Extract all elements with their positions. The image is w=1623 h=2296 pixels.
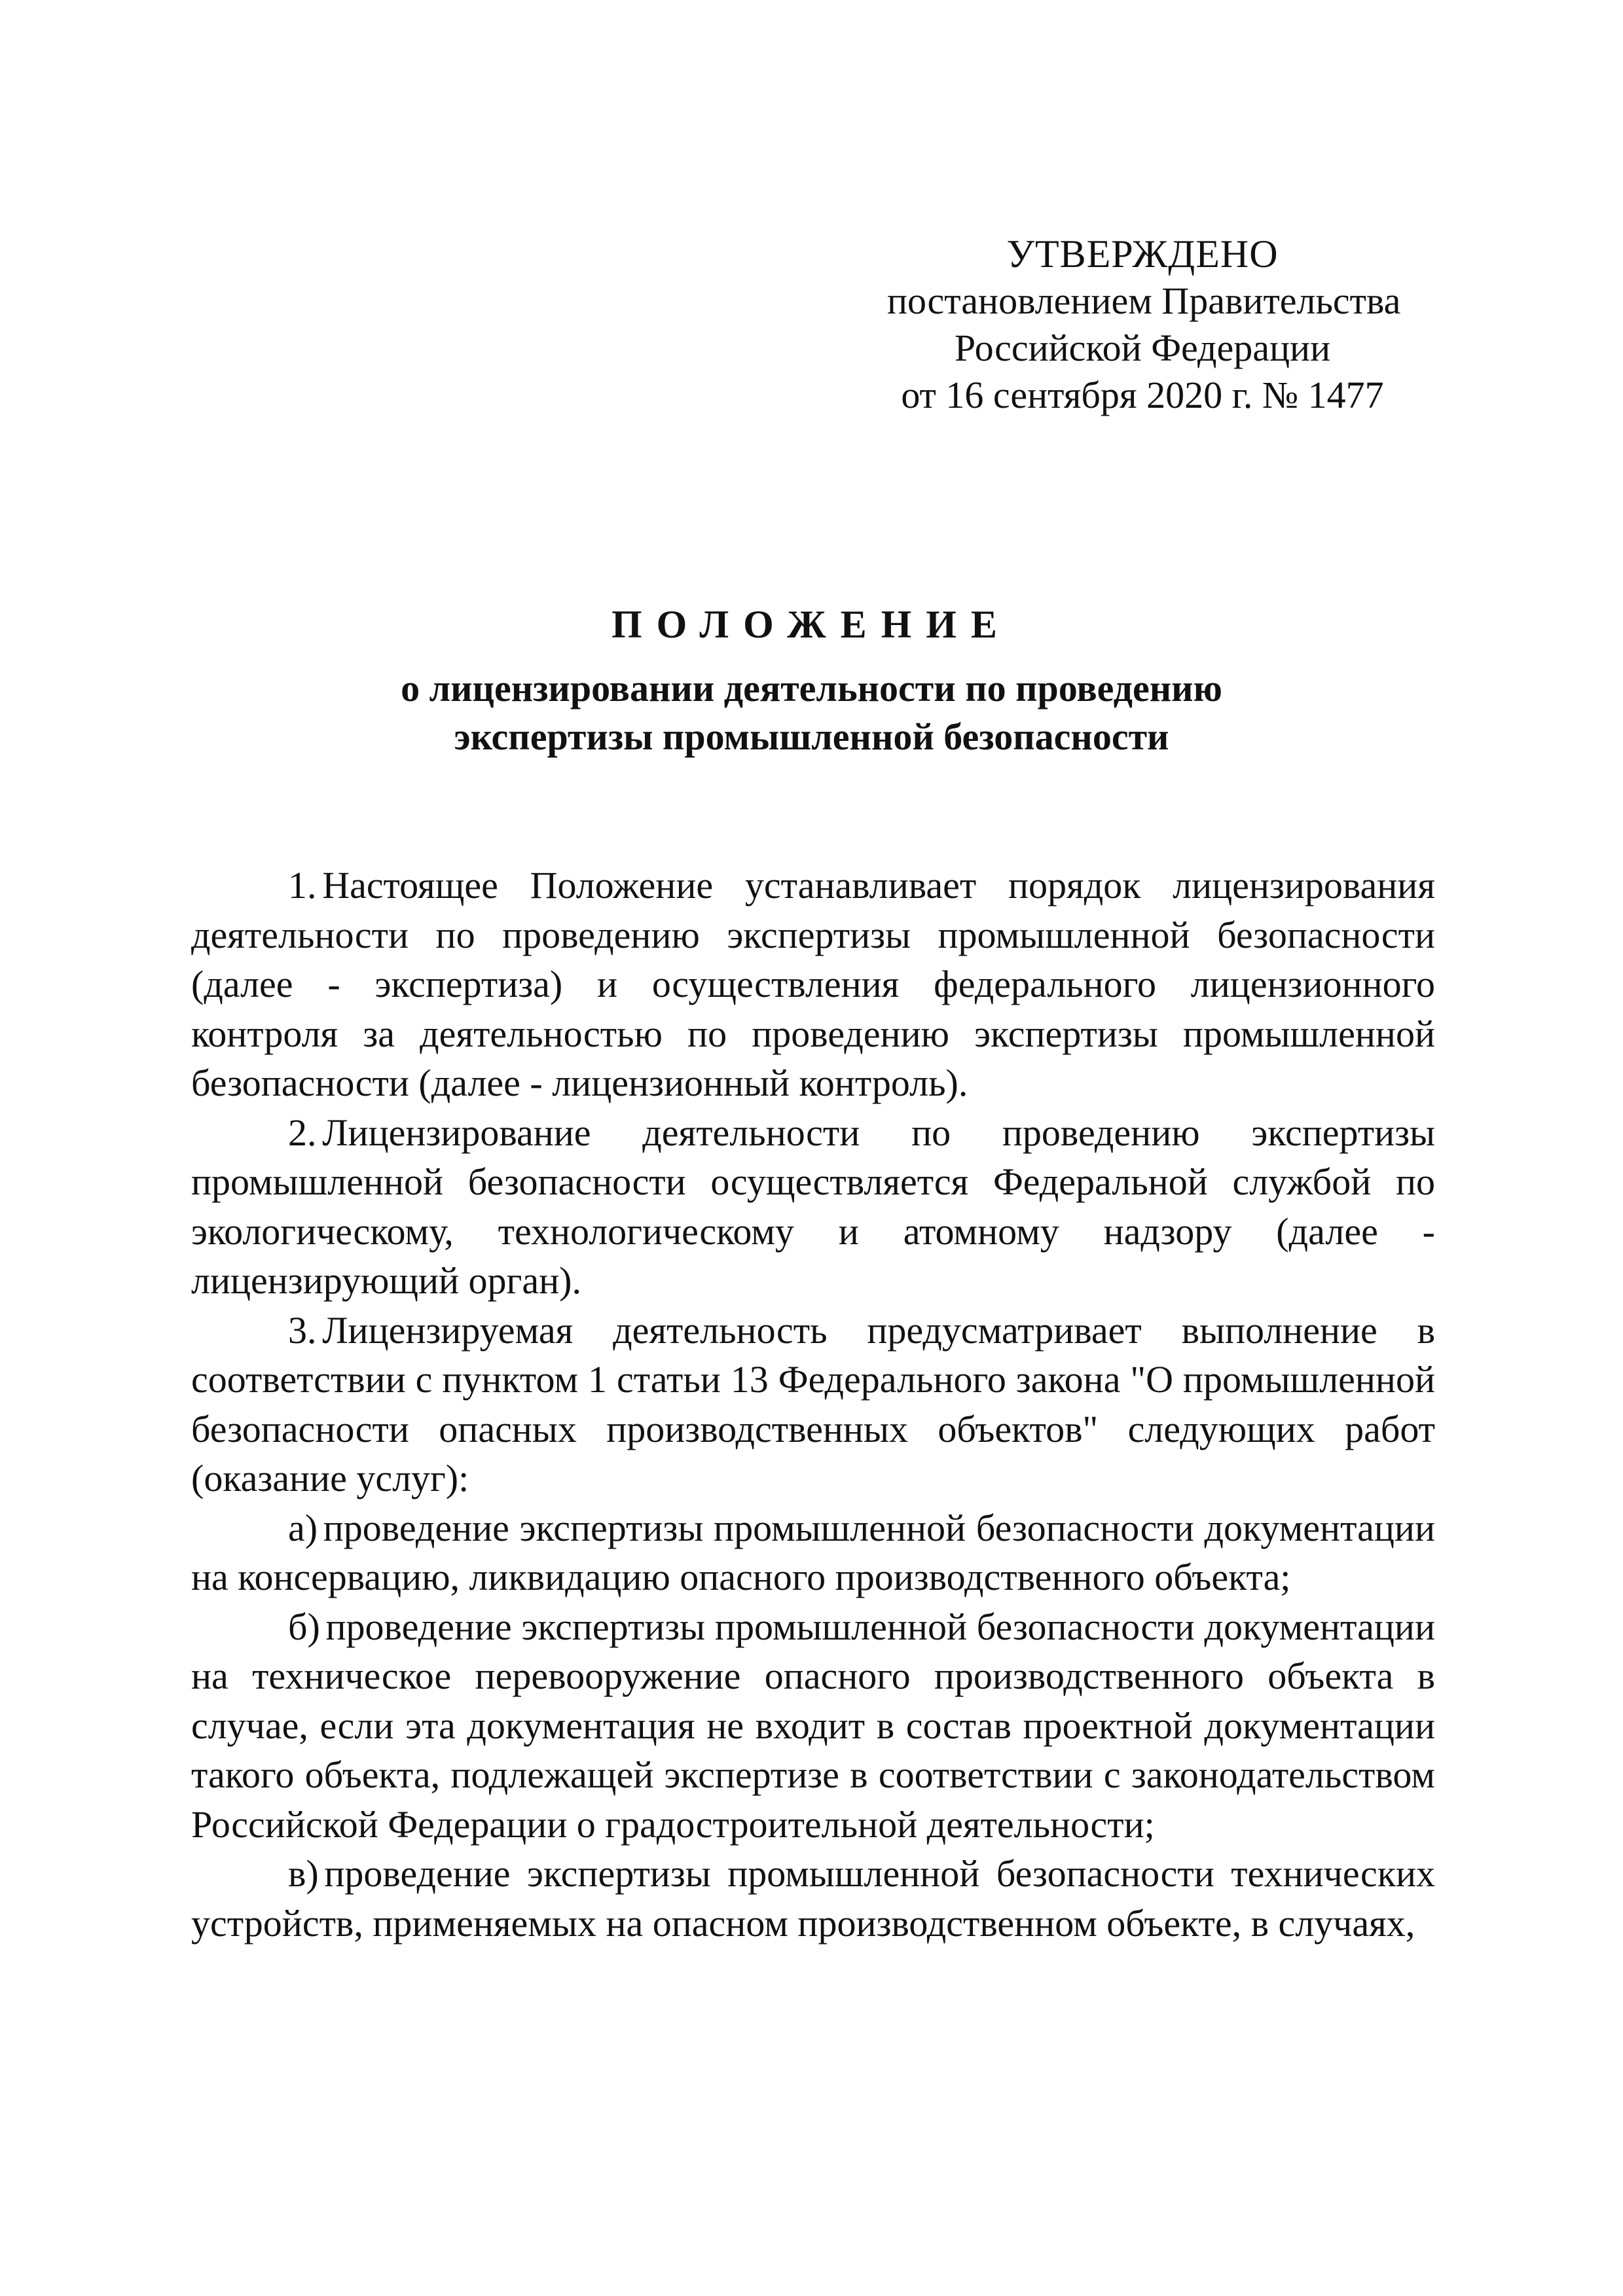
paragraph-number: 1.: [288, 864, 317, 906]
paragraph-text: Настоящее Положение устанавливает порядок лицензирования деятельности по проведению экспертизы промышленной безопасности (далее - экспертиза) и осуществления федерального лицензионного контроля за деятельностью по проведению экспертизы промышленной безопасности (далее - лицензионный контроль).: [191, 864, 1435, 1104]
subparagraph-b: [191, 1602, 1435, 1850]
subparagraph-letter: а): [288, 1506, 318, 1549]
document-subtitle: [0, 664, 1623, 761]
subparagraph-v: [191, 1849, 1435, 1948]
paragraph-number: 2.: [288, 1111, 317, 1154]
subparagraph-text: проведение экспертизы промышленной безопасности документации на техническое перевооружение опасного производственного объекта в случае, если эта документация не входит в состав проектной документации такого объекта, подлежащей экспертизе в соответствии с законодательством Российской Федерации о градостроительной деятельности;: [191, 1605, 1435, 1846]
subparagraph-text: проведение экспертизы промышленной безопасности документации на консервацию, ликвидацию опасного производственного объекта;: [191, 1506, 1435, 1598]
approved-heading: УТВЕРЖДЕНО: [1006, 232, 1279, 276]
paragraph-2: [191, 1108, 1435, 1306]
document-title: ПОЛОЖЕНИЕ: [611, 603, 1012, 646]
approval-government-line: Российской Федерации: [954, 327, 1331, 369]
subparagraph-text: проведение экспертизы промышленной безопасности технических устройств, применяемых на опасном производственном объекте, в случаях,: [191, 1852, 1435, 1945]
approval-resolution-line: постановлением Правительства: [887, 279, 1401, 322]
paragraph-number: 3.: [288, 1308, 317, 1352]
subtitle-line-1: о лицензировании деятельности по проведению: [401, 667, 1222, 709]
paragraph-3: [191, 1306, 1435, 1503]
subtitle-line-2: экспертизы промышленной безопасности: [454, 715, 1169, 758]
subparagraph-a: [191, 1503, 1435, 1602]
subparagraph-letter: в): [288, 1852, 319, 1895]
approval-stamp: [887, 230, 1401, 419]
document-body: [191, 861, 1435, 1948]
approval-date-number-line: от 16 сентября 2020 г. № 1477: [901, 374, 1384, 416]
paragraph-1: [191, 861, 1435, 1108]
paragraph-text: Лицензируемая деятельность предусматривает выполнение в соответствии с пунктом 1 статьи 13 Федерального закона "О промышленной безопасности опасных производственных объектов" следующих работ (оказание услуг):: [191, 1308, 1435, 1499]
paragraph-text: Лицензирование деятельности по проведению экспертизы промышленной безопасности осуществляется Федеральной службой по экологическому, технологическому и атомному надзору (далее - лицензирующий орган).: [191, 1111, 1435, 1302]
subparagraph-letter: б): [288, 1605, 320, 1648]
